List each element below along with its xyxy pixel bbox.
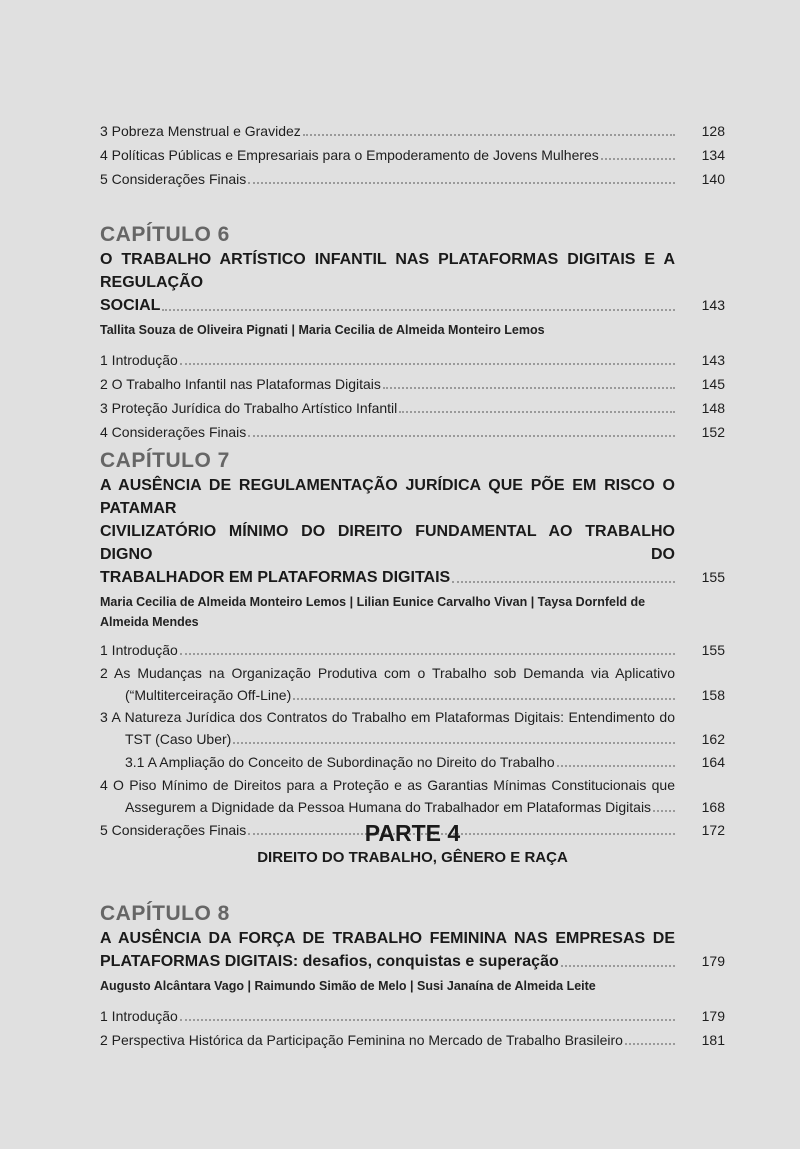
toc-entry[interactable]	[100, 372, 725, 396]
entry-text: Assegurem a Dignidade da Pessoa Humana do Trabalhador em Plataformas Digitais	[125, 799, 652, 815]
page-number: 181	[701, 1032, 725, 1048]
toc-entry[interactable]	[100, 706, 725, 750]
toc-entry[interactable]	[100, 420, 725, 444]
dot-leader	[180, 653, 675, 655]
page-number: 164	[701, 754, 725, 770]
chapter-title-line: CIVILIZATÓRIO MÍNIMO DO DIREITO FUNDAMENTAL AO TRABALHO DIGNO DO	[100, 523, 675, 563]
dot-leader	[399, 411, 675, 413]
page-number: 179	[701, 953, 725, 969]
entry-text: 2 O Trabalho Infantil nas Plataformas Digitais	[100, 376, 381, 392]
entry-text: 3.1 A Ampliação do Conceito de Subordinação no Direito do Trabalho	[125, 754, 555, 770]
dot-leader	[557, 765, 675, 767]
page-number: 172	[701, 822, 725, 838]
page-number: 134	[701, 147, 725, 163]
entry-text: 3 Pobreza Menstrual e Gravidez	[100, 123, 301, 139]
part-subtitle: DIREITO DO TRABALHO, GÊNERO E RAÇA	[257, 849, 568, 866]
dot-leader	[601, 158, 675, 160]
dot-leader	[162, 309, 675, 311]
authors-line: Almeida Mendes	[100, 615, 199, 629]
chapter-subtitle: desafios, conquistas e superação	[298, 953, 559, 970]
page-number: 145	[701, 376, 725, 392]
chapter-title-line: A AUSÊNCIA DA FORÇA DE TRABALHO FEMININA NAS EMPRESAS DE	[100, 930, 675, 947]
dot-leader	[233, 742, 675, 744]
entry-text: 1 Introdução	[100, 352, 178, 368]
page-number: 143	[701, 352, 725, 368]
toc-entry[interactable]	[100, 119, 725, 143]
toc-entry[interactable]	[100, 662, 725, 706]
chapter-label: CAPÍTULO 6	[100, 223, 230, 246]
dot-leader	[293, 698, 675, 700]
entry-text: 4 Considerações Finais	[100, 424, 247, 440]
chapter-title-line: TRABALHADOR EM PLATAFORMAS DIGITAIS	[100, 569, 451, 586]
toc-entry[interactable]	[100, 1004, 725, 1028]
dot-leader	[561, 965, 675, 967]
part-label: PARTE 4	[364, 820, 461, 846]
toc-section-top	[100, 119, 725, 191]
page-number: 162	[701, 731, 725, 747]
dot-leader	[625, 1043, 675, 1045]
chapter-title[interactable]	[100, 474, 725, 589]
entry-text: TST (Caso Uber)	[125, 731, 232, 747]
chapter-title-line: A AUSÊNCIA DE REGULAMENTAÇÃO JURÍDICA QUE PÕE EM RISCO O PATAMAR	[100, 477, 675, 517]
toc-entry[interactable]	[100, 167, 725, 191]
entry-text: (“Multiterceiração Off-Line)	[125, 687, 292, 703]
chapter-authors: Augusto Alcântara Vago | Raimundo Simão de Melo | Susi Janaína de Almeida Leite	[100, 979, 596, 993]
chapter-6	[100, 222, 725, 444]
chapter-label: CAPÍTULO 8	[100, 902, 230, 925]
page-number: 168	[701, 799, 725, 815]
dot-leader	[248, 182, 675, 184]
page-number: 155	[701, 569, 725, 585]
chapter-title[interactable]	[100, 927, 725, 973]
dot-leader	[180, 363, 675, 365]
toc-entry[interactable]	[100, 396, 725, 420]
entry-text: 2 As Mudanças na Organização Produtiva com o Trabalho sob Demanda via Aplicativo	[100, 665, 675, 681]
page-number: 158	[701, 687, 725, 703]
chapter-authors: Tallita Souza de Oliveira Pignati | Maria Cecilia de Almeida Monteiro Lemos	[100, 323, 545, 337]
chapter-8	[100, 901, 725, 1052]
page-number: 179	[701, 1008, 725, 1024]
toc-entry[interactable]	[100, 750, 725, 774]
entry-text: 4 O Piso Mínimo de Direitos para a Proteção e as Garantias Mínimas Constitucionais que	[100, 777, 675, 793]
part-4-heading	[0, 819, 800, 869]
toc-entry[interactable]	[100, 638, 725, 662]
chapter-title-line: O TRABALHO ARTÍSTICO INFANTIL NAS PLATAFORMAS DIGITAIS E A REGULAÇÃO	[100, 251, 675, 291]
entry-text: 2 Perspectiva Histórica da Participação Feminina no Mercado de Trabalho Brasileiro	[100, 1032, 623, 1048]
dot-leader	[383, 387, 675, 389]
chapter-7	[100, 448, 725, 842]
dot-leader	[180, 1019, 675, 1021]
chapter-title[interactable]	[100, 248, 725, 317]
page-number: 148	[701, 400, 725, 416]
toc-entry[interactable]	[100, 143, 725, 167]
authors-line: Maria Cecilia de Almeida Monteiro Lemos | Lilian Eunice Carvalho Vivan | Taysa Dornfeld de	[100, 595, 646, 609]
entry-text: 1 Introdução	[100, 642, 178, 658]
toc-entry[interactable]	[100, 348, 725, 372]
dot-leader	[248, 435, 675, 437]
chapter-authors	[100, 592, 725, 632]
page-number: 143	[701, 297, 725, 313]
page-number: 140	[701, 171, 725, 187]
entry-text: 1 Introdução	[100, 1008, 178, 1024]
page-number: 128	[701, 123, 725, 139]
dot-leader	[653, 810, 675, 812]
chapter-label: CAPÍTULO 7	[100, 449, 230, 472]
chapter-title-line: SOCIAL	[100, 297, 161, 314]
dot-leader	[303, 134, 675, 136]
entry-text: 3 Proteção Jurídica do Trabalho Artístico Infantil	[100, 400, 398, 416]
toc-entry[interactable]	[100, 774, 725, 818]
entry-text: 5 Considerações Finais	[100, 171, 247, 187]
entry-text: 3 A Natureza Jurídica dos Contratos do Trabalho em Plataformas Digitais: Entendimento do	[100, 709, 675, 725]
page-number: 152	[701, 424, 725, 440]
toc-entry[interactable]	[100, 1028, 725, 1052]
dot-leader	[452, 581, 675, 583]
chapter-title-line: PLATAFORMAS DIGITAIS:	[100, 953, 299, 970]
entry-text: 5 Considerações Finais	[100, 822, 247, 838]
page-number: 155	[701, 642, 725, 658]
entry-text: 4 Políticas Públicas e Empresariais para o Empoderamento de Jovens Mulheres	[100, 147, 599, 163]
